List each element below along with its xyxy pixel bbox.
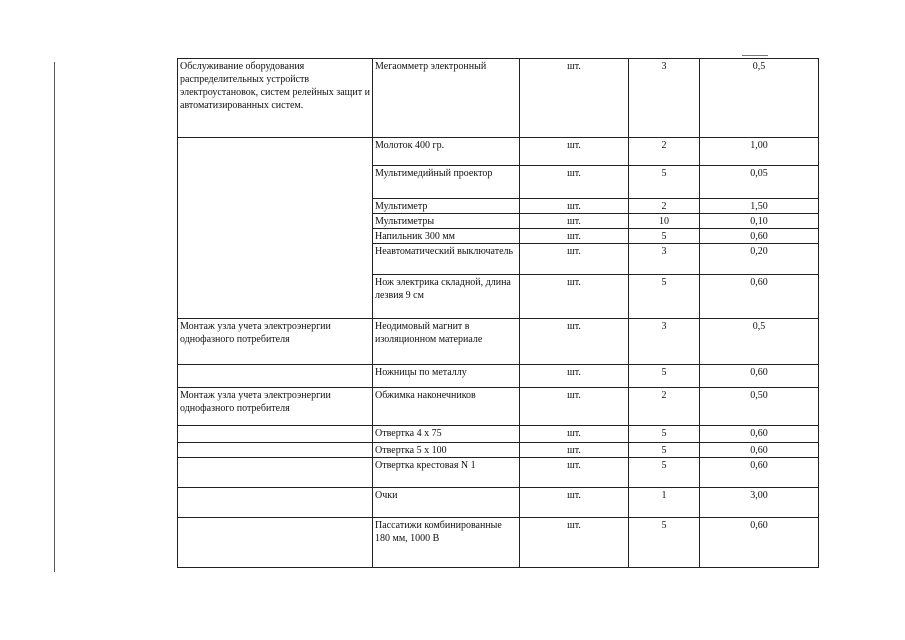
- norm-cell: 0,60: [700, 443, 819, 458]
- quantity-cell: 5: [629, 443, 700, 458]
- norm-cell: 0,5: [700, 319, 819, 365]
- table-row: [178, 388, 819, 426]
- work-type-cell: Монтаж узла учета электроэнергии однофазного потребителя: [178, 388, 373, 426]
- quantity-cell: 5: [629, 426, 700, 443]
- work-type-cell: [178, 518, 373, 568]
- item-name-cell: Молоток 400 гр.: [373, 138, 520, 166]
- work-type-cell: Обслуживание оборудования распределительных устройств электроустановок, систем релейных защит и автоматизированных систем.: [178, 59, 373, 138]
- unit-cell: шт.: [520, 518, 629, 568]
- norm-cell: 1,00: [700, 138, 819, 166]
- work-type-cell: [178, 426, 373, 443]
- quantity-cell: 2: [629, 138, 700, 166]
- item-name-cell: Напильник 300 мм: [373, 229, 520, 244]
- work-type-cell: [178, 443, 373, 458]
- item-name-cell: Ножницы по металлу: [373, 365, 520, 388]
- item-name-cell: Мультиметр: [373, 199, 520, 214]
- quantity-cell: 2: [629, 199, 700, 214]
- table-row: [178, 488, 819, 518]
- quantity-cell: 1: [629, 488, 700, 518]
- item-name-cell: Неодимовый магнит в изоляционном материале: [373, 319, 520, 365]
- equipment-table: [177, 58, 819, 568]
- item-name-cell: Очки: [373, 488, 520, 518]
- norm-cell: 0,60: [700, 518, 819, 568]
- quantity-cell: 5: [629, 365, 700, 388]
- norm-cell: 3,00: [700, 488, 819, 518]
- quantity-cell: 5: [629, 458, 700, 488]
- page-margin-line: [54, 62, 55, 572]
- item-name-cell: Мультимедийный проектор: [373, 166, 520, 199]
- unit-cell: шт.: [520, 458, 629, 488]
- item-name-cell: Мультиметры: [373, 214, 520, 229]
- unit-cell: шт.: [520, 319, 629, 365]
- item-name-cell: Отвертка 5 х 100: [373, 443, 520, 458]
- unit-cell: шт.: [520, 229, 629, 244]
- unit-cell: шт.: [520, 199, 629, 214]
- norm-cell: 0,60: [700, 426, 819, 443]
- top-margin-mark: [742, 55, 768, 56]
- norm-cell: 1,50: [700, 199, 819, 214]
- item-name-cell: Отвертка 4 х 75: [373, 426, 520, 443]
- quantity-cell: 10: [629, 214, 700, 229]
- table-row: [178, 426, 819, 443]
- unit-cell: шт.: [520, 388, 629, 426]
- norm-cell: 0,10: [700, 214, 819, 229]
- unit-cell: шт.: [520, 443, 629, 458]
- table-row: [178, 458, 819, 488]
- quantity-cell: 3: [629, 59, 700, 138]
- quantity-cell: 5: [629, 229, 700, 244]
- quantity-cell: 5: [629, 518, 700, 568]
- work-type-cell: [178, 138, 373, 319]
- unit-cell: шт.: [520, 59, 629, 138]
- table-row: [178, 518, 819, 568]
- unit-cell: шт.: [520, 244, 629, 275]
- table-row: [178, 365, 819, 388]
- norm-cell: 0,20: [700, 244, 819, 275]
- unit-cell: шт.: [520, 365, 629, 388]
- norm-cell: 0,60: [700, 458, 819, 488]
- table-row: [178, 319, 819, 365]
- quantity-cell: 5: [629, 166, 700, 199]
- item-name-cell: Обжимка наконечников: [373, 388, 520, 426]
- norm-cell: 0,05: [700, 166, 819, 199]
- item-name-cell: Отвертка крестовая N 1: [373, 458, 520, 488]
- unit-cell: шт.: [520, 426, 629, 443]
- work-type-cell: [178, 458, 373, 488]
- unit-cell: шт.: [520, 275, 629, 319]
- item-name-cell: Пассатижи комбинированные 180 мм, 1000 В: [373, 518, 520, 568]
- norm-cell: 0,60: [700, 229, 819, 244]
- unit-cell: шт.: [520, 488, 629, 518]
- item-name-cell: Неавтоматический выключатель: [373, 244, 520, 275]
- norm-cell: 0,60: [700, 365, 819, 388]
- table-row: [178, 59, 819, 138]
- quantity-cell: 3: [629, 319, 700, 365]
- quantity-cell: 3: [629, 244, 700, 275]
- table-row: [178, 443, 819, 458]
- item-name-cell: Мегаомметр электронный: [373, 59, 520, 138]
- norm-cell: 0,60: [700, 275, 819, 319]
- unit-cell: шт.: [520, 214, 629, 229]
- norm-cell: 0,50: [700, 388, 819, 426]
- norm-cell: 0,5: [700, 59, 819, 138]
- table-row: [178, 138, 819, 166]
- unit-cell: шт.: [520, 138, 629, 166]
- work-type-cell: Монтаж узла учета электроэнергии однофазного потребителя: [178, 319, 373, 365]
- quantity-cell: 2: [629, 388, 700, 426]
- item-name-cell: Нож электрика складной, длина лезвия 9 см: [373, 275, 520, 319]
- work-type-cell: [178, 365, 373, 388]
- work-type-cell: [178, 488, 373, 518]
- quantity-cell: 5: [629, 275, 700, 319]
- unit-cell: шт.: [520, 166, 629, 199]
